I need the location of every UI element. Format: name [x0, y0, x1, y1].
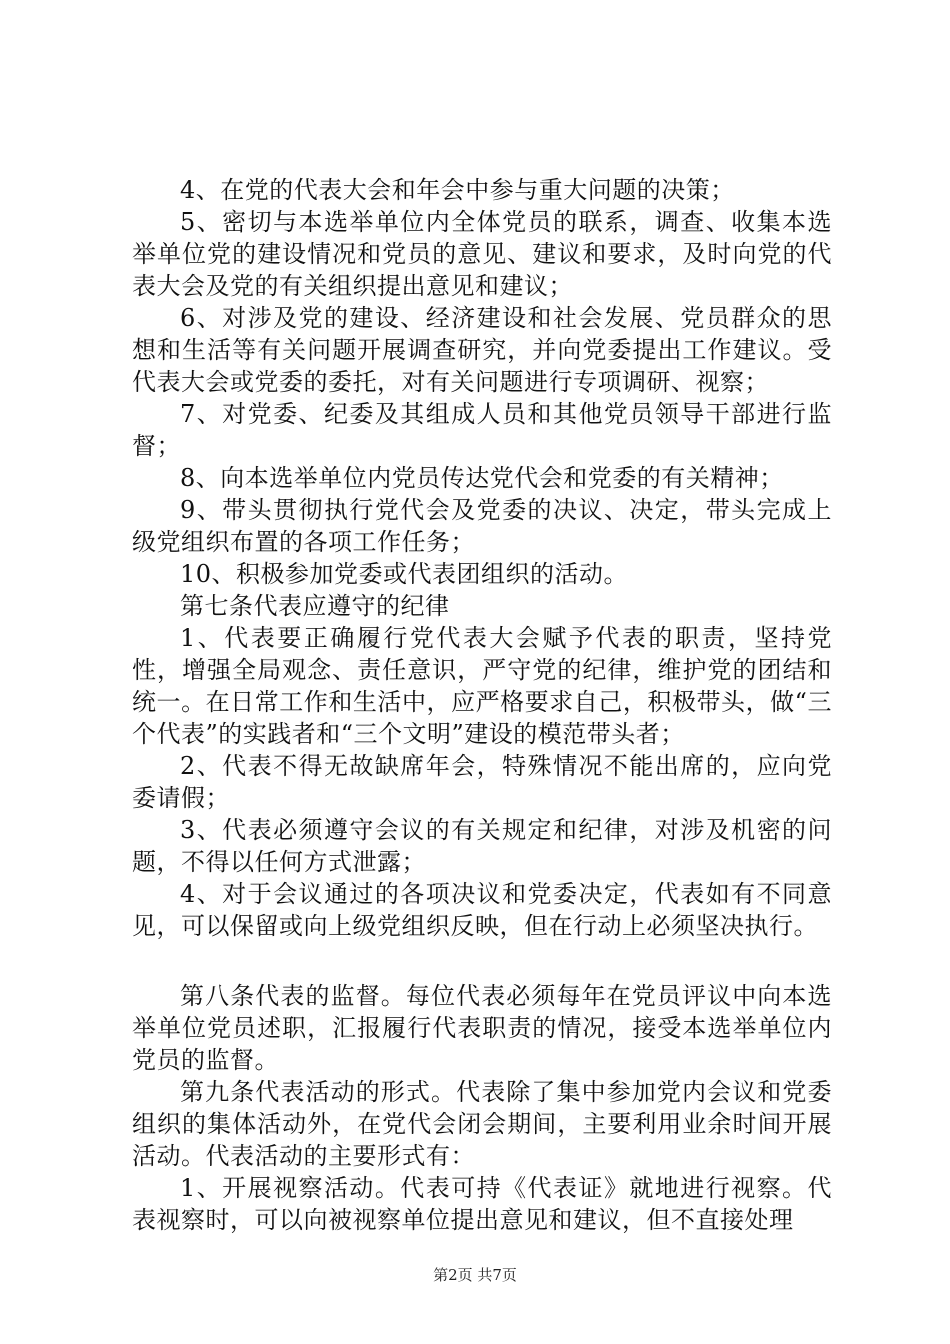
paragraph-item-7-supervise: 7、对党委、纪委及其组成人员和其他党员领导干部进行监督；	[132, 400, 832, 460]
article-8-supervision: 第八条代表的监督。每位代表必须每年在党员评议中向本选举单位党员述职，汇报履行代表职责的情况，接受本选举单位内党员的监督。	[132, 982, 832, 1074]
paragraph-gap	[132, 942, 832, 980]
paragraph-item-9-implement: 9、带头贯彻执行党代会及党委的决议、决定，带头完成上级党组织布置的各项工作任务；	[132, 496, 832, 556]
page-number-footer: 第2页 共7页	[433, 1266, 517, 1284]
paragraph-item-8-convey: 8、向本选举单位内党员传达党代会和党委的有关精神；	[180, 464, 784, 492]
discipline-item-4: 4、对于会议通过的各项决议和党委决定，代表如有不同意见，可以保留或向上级党组织反映，但在行动上必须坚决执行。	[132, 880, 832, 940]
article-9-activity-forms: 第九条代表活动的形式。代表除了集中参加党内会议和党委组织的集体活动外，在党代会闭会期间，主要利用业余时间开展活动。代表活动的主要形式有：	[132, 1078, 832, 1170]
paragraph-item-10-activities: 10、积极参加党委或代表团组织的活动。	[180, 560, 629, 588]
paragraph-item-6-research: 6、对涉及党的建设、经济建设和社会发展、党员群众的思想和生活等有关问题开展调查研究，并向党委提出工作建议。受代表大会或党委的委托，对有关问题进行专项调研、视察；	[132, 304, 832, 396]
activity-item-1-inspection: 1、开展视察活动。代表可持《代表证》就地进行视察。代表视察时，可以向被视察单位提出意见和建议，但不直接处理	[132, 1174, 832, 1234]
discipline-item-1: 1、代表要正确履行党代表大会赋予代表的职责，坚持党性，增强全局观念、责任意识，严守党的纪律，维护党的团结和统一。在日常工作和生活中，应严格要求自己，积极带头，做“三个代表”的实践者和“三个文明”建设的模范带头者；	[132, 624, 832, 748]
paragraph-item-5-contact: 5、密切与本选举单位内全体党员的联系，调查、收集本选举单位党的建设情况和党员的意见、建议和要求，及时向党的代表大会及党的有关组织提出意见和建议；	[132, 208, 832, 300]
discipline-item-3: 3、代表必须遵守会议的有关规定和纪律，对涉及机密的问题，不得以任何方式泄露；	[132, 816, 832, 876]
document-body	[132, 174, 832, 1236]
discipline-item-2: 2、代表不得无故缺席年会，特殊情况不能出席的，应向党委请假；	[132, 752, 832, 812]
paragraph-item-4-decision: 4、在党的代表大会和年会中参与重大问题的决策；	[180, 176, 735, 204]
article-7-heading: 第七条代表应遵守的纪律	[180, 592, 450, 620]
